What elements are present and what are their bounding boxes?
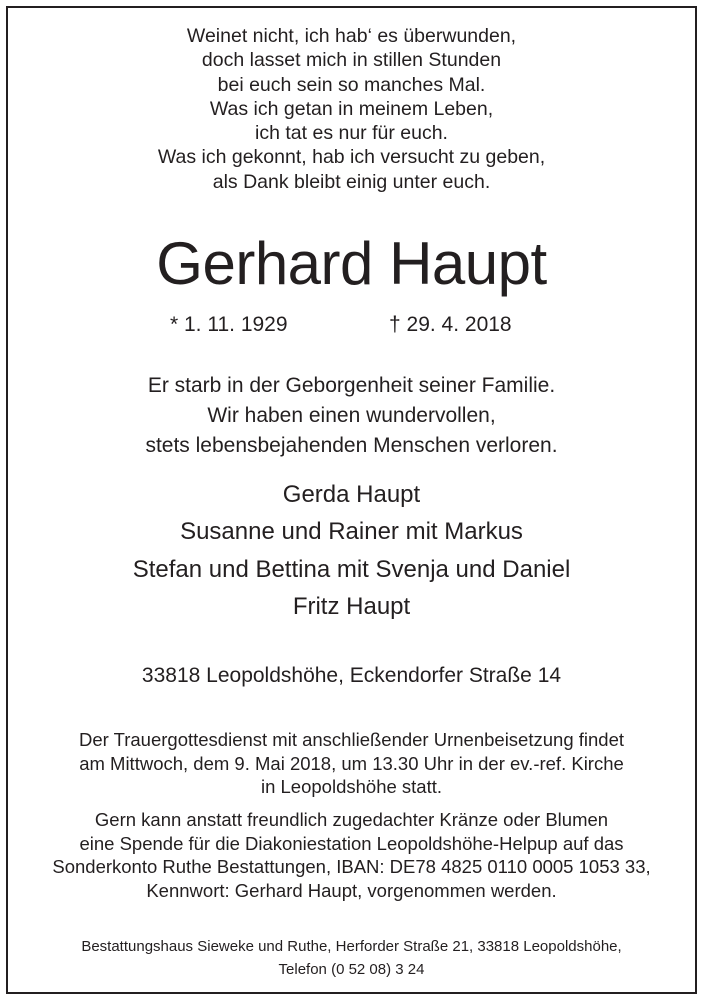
poem-line: bei euch sein so manches Mal. <box>217 73 486 96</box>
funeral-service-info <box>0 728 703 799</box>
service-line: Der Trauergottesdienst mit anschließender Urnenbeisetzung findet <box>78 729 625 750</box>
poem <box>0 24 703 194</box>
poem-line: Weinet nicht, ich hab‘ es überwunden, <box>186 25 517 47</box>
donation-line: Kennwort: Gerhard Haupt, vorgenommen werden. <box>146 880 557 902</box>
mourner-name: Stefan und Bettina mit Svenja und Daniel <box>132 555 571 583</box>
poem-line: Was ich getan in meinem Leben, <box>209 97 494 120</box>
donation-line: Gern kann anstatt freundlich zugedachter Kränze oder Blumen <box>94 809 609 830</box>
message-line: stets lebensbejahenden Menschen verloren. <box>145 434 558 457</box>
footer-line: Bestattungshaus Sieweke und Ruthe, Herforder Straße 21, 33818 Leopoldshöhe, <box>81 938 622 955</box>
mourner-name: Gerda Haupt <box>282 481 421 508</box>
birth-date: * 1. 11. 1929 <box>170 313 288 336</box>
poem-line: doch lasset mich in stillen Stunden <box>201 49 502 72</box>
death-date: † 29. 4. 2018 <box>389 313 512 336</box>
mourner-name: Fritz Haupt <box>292 592 411 620</box>
donation-line: Sonderkonto Ruthe Bestattungen, IBAN: DE78 4825 0110 0005 1053 33, <box>52 856 651 878</box>
poem-line: Was ich gekonnt, hab ich versucht zu geben, <box>157 146 546 169</box>
poem-line: ich tat es nur für euch. <box>255 122 448 145</box>
service-line: am Mittwoch, dem 9. Mai 2018, um 13.30 Uhr in der ev.-ref. Kirche <box>79 752 624 774</box>
donation-info <box>0 808 703 903</box>
donation-line: eine Spende für die Diakoniestation Leopoldshöhe-Helpup auf das <box>79 832 624 854</box>
message-line: Wir haben einen wundervollen, <box>207 404 496 427</box>
family-address: 33818 Leopoldshöhe, Eckendorfer Straße 14 <box>141 664 562 687</box>
funeral-home-footer <box>0 935 703 981</box>
message-line: Er starb in der Geborgenheit seiner Familie. <box>147 374 556 397</box>
footer-line: Telefon (0 52 08) 3 24 <box>278 961 425 978</box>
memorial-message <box>0 371 703 461</box>
service-line: in Leopoldshöhe statt. <box>260 776 443 798</box>
mourners-list <box>0 476 703 625</box>
mourner-name: Susanne und Rainer mit Markus <box>180 518 523 546</box>
poem-line: als Dank bleibt einig unter euch. <box>212 170 491 193</box>
deceased-name: Gerhard Haupt <box>156 230 547 297</box>
